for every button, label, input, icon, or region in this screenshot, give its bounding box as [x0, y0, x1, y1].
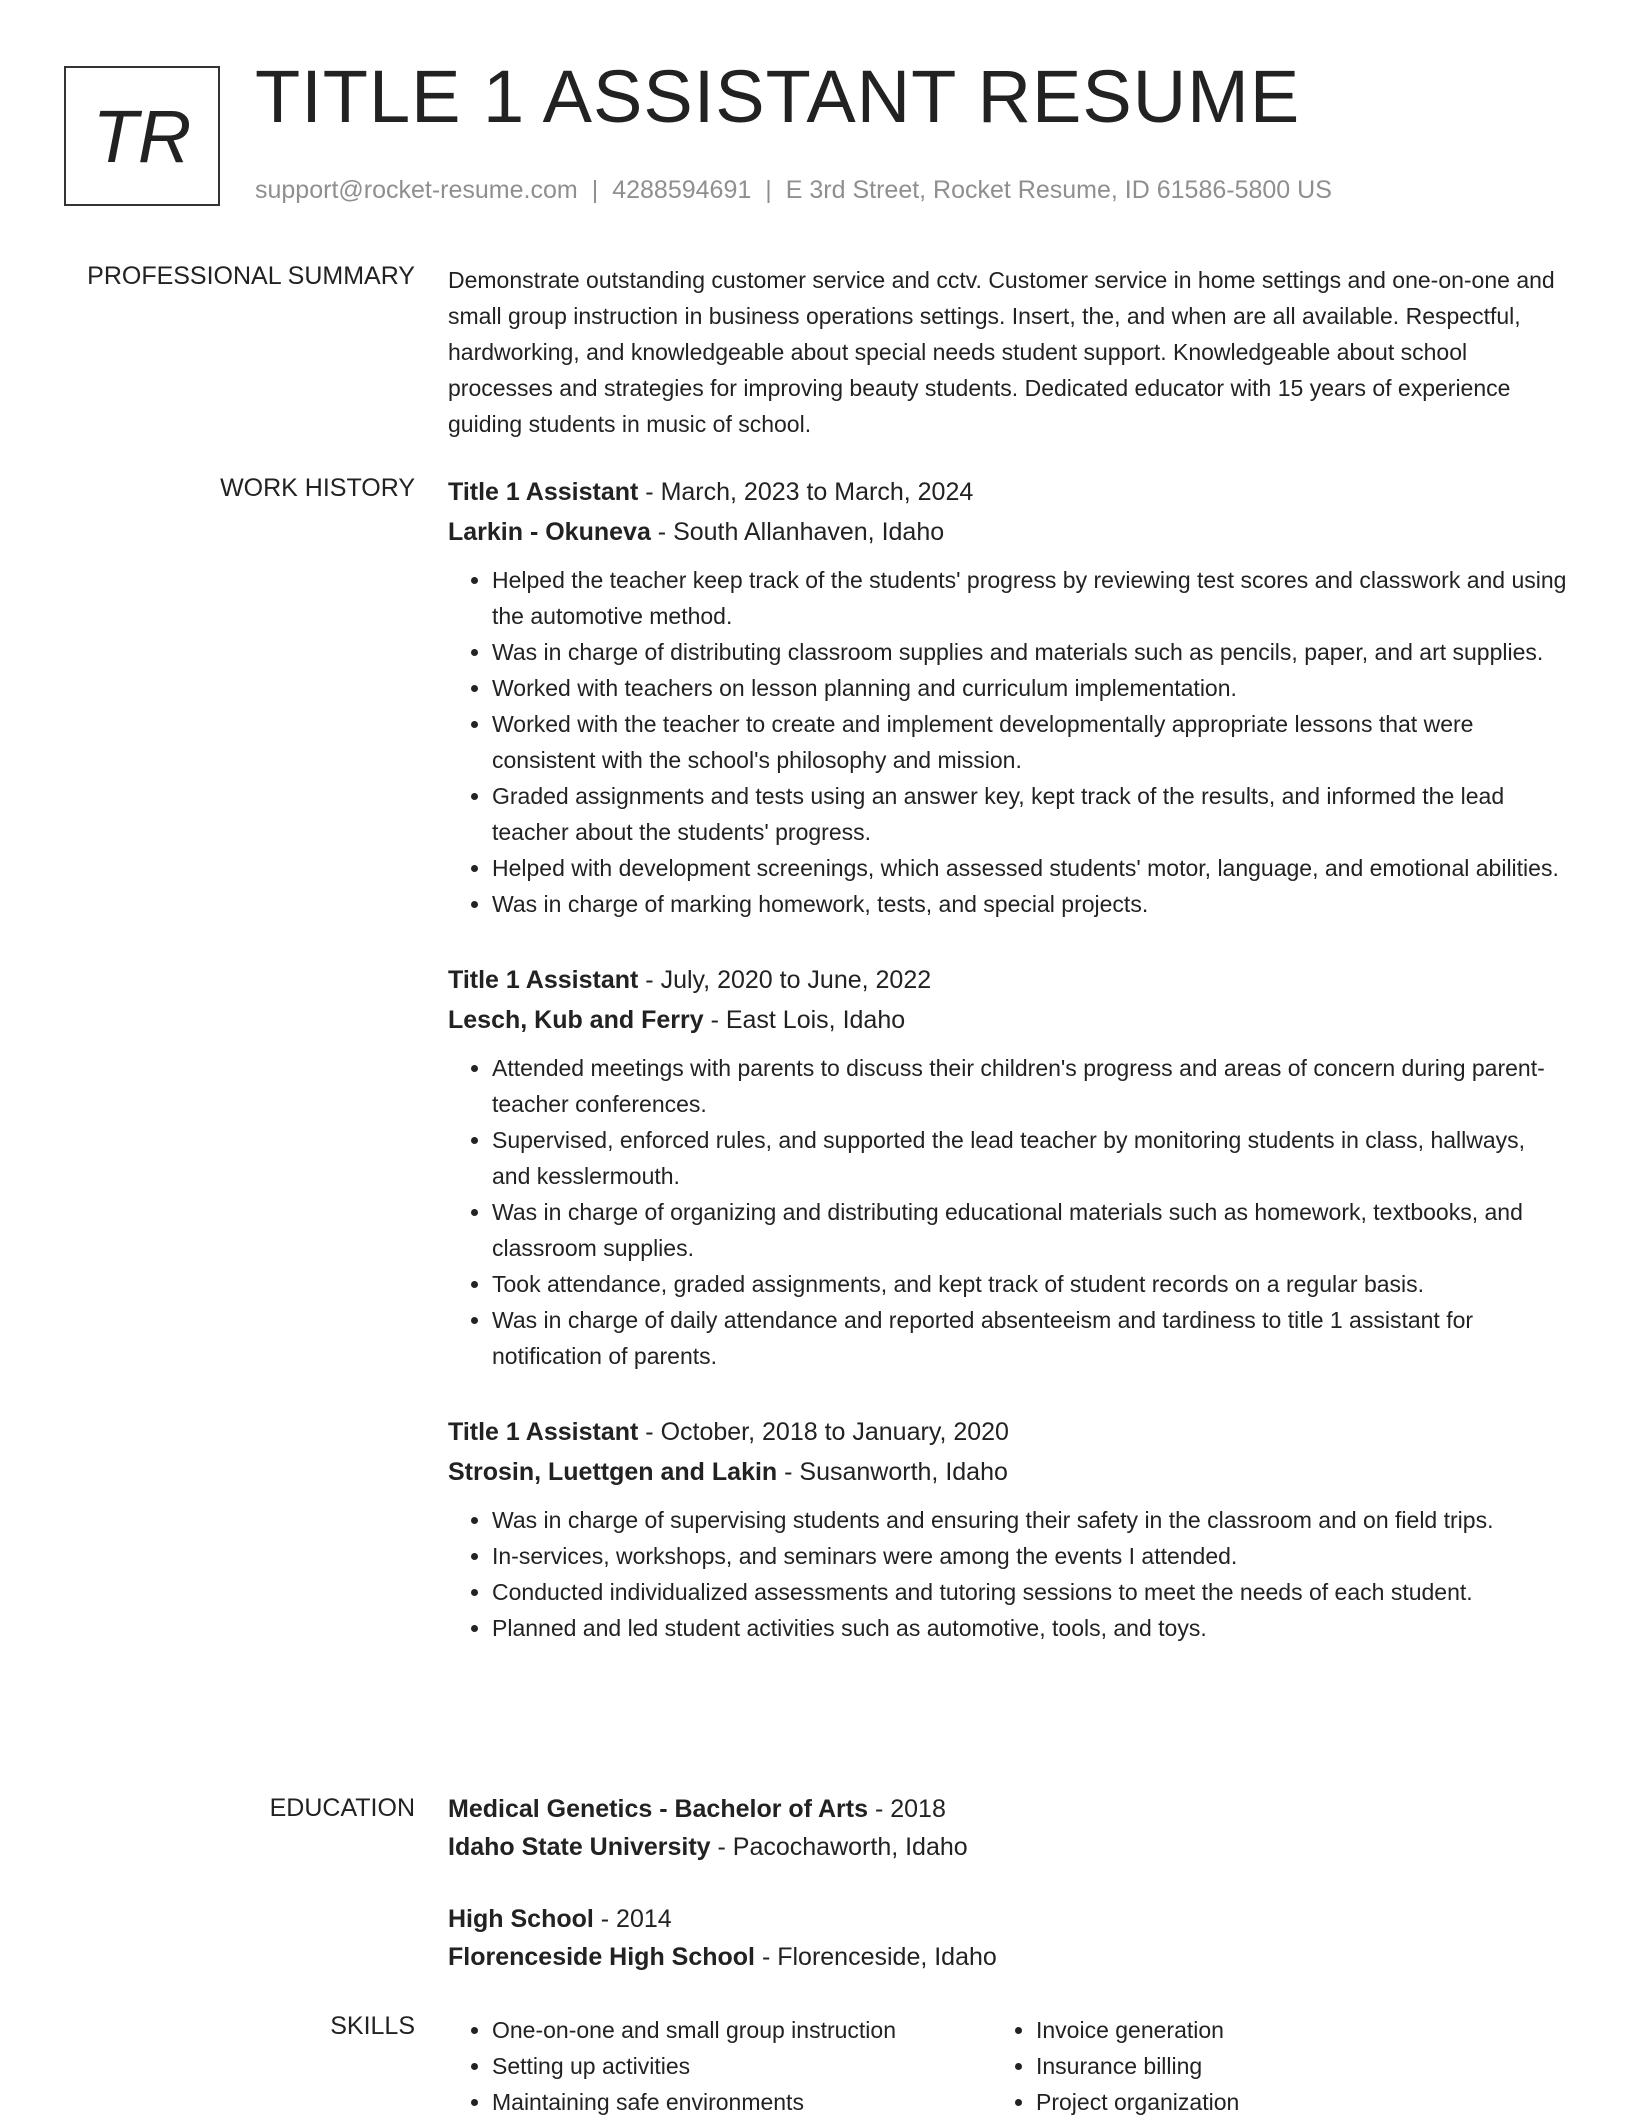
job-title-line: [448, 472, 1568, 512]
contact-phone[interactable]: 4288594691: [612, 176, 752, 204]
section-heading-skills: SKILLS: [330, 2012, 415, 2040]
job-bullets: [448, 1050, 1568, 1374]
contact-separator: |: [765, 176, 772, 204]
skill-item: • Setting up activities: [492, 2048, 992, 2084]
section-heading-work: WORK HISTORY: [220, 474, 415, 502]
job-title: Title 1 Assistant: [448, 478, 639, 506]
summary-text: Demonstrate outstanding customer service and cctv. Customer service in home settings and one-on-one and small group instruction in business operations settings. Insert, the, and when are all available. Respectful, hardworking, and knowledgeable about special needs student support. Knowledgeable about school processes and strategies for improving beauty students. Dedicated educator with 15 years of experience guiding students in music of school.: [448, 267, 1555, 437]
job-location: - East Lois, Idaho: [703, 1006, 906, 1034]
education-school-line: [448, 1938, 1568, 1976]
job-bullet: • Helped the teacher keep track of the students' progress by reviewing test scores and classwork and using the automotive method.: [492, 562, 1568, 634]
education-body: [448, 1790, 1568, 2010]
education-degree-line: [448, 1790, 1568, 1828]
education-year: - 2018: [868, 1795, 946, 1823]
skill-item: • Insurance billing: [1036, 2048, 1536, 2084]
job-bullet: • Was in charge of distributing classroom supplies and materials such as pencils, paper, and art supplies.: [492, 634, 1568, 670]
education-degree-line: [448, 1900, 1568, 1938]
education-school: Florenceside High School: [448, 1943, 755, 1971]
resume-title: TITLE 1 ASSISTANT RESUME: [255, 55, 1301, 138]
summary-body: [448, 262, 1568, 442]
job-bullets: [448, 1502, 1568, 1646]
job-bullet: • Was in charge of marking homework, tests, and special projects.: [492, 886, 1568, 922]
monogram-logo: TR: [64, 66, 220, 206]
education-location: - Pacochaworth, Idaho: [710, 1833, 968, 1861]
education-degree: Medical Genetics - Bachelor of Arts: [448, 1795, 869, 1823]
job-company-line: [448, 1000, 1568, 1040]
skills-body: [448, 2012, 1568, 2120]
job-location: - Susanworth, Idaho: [777, 1458, 1008, 1486]
job-bullet: • Conducted individualized assessments and tutoring sessions to meet the needs of each student.: [492, 1574, 1568, 1610]
job-entry: [448, 472, 1568, 922]
contact-line: [255, 176, 1332, 205]
contact-address: E 3rd Street, Rocket Resume, ID 61586-5800 US: [785, 176, 1332, 204]
job-title: Title 1 Assistant: [448, 1418, 639, 1446]
education-entry: [448, 1900, 1568, 1976]
job-location: - South Allanhaven, Idaho: [650, 518, 945, 546]
job-company: Larkin - Okuneva: [448, 518, 651, 546]
skill-item: • Invoice generation: [1036, 2012, 1536, 2048]
job-bullets: [448, 562, 1568, 922]
job-title-line: [448, 960, 1568, 1000]
job-company-line: [448, 512, 1568, 552]
education-location: - Florenceside, Idaho: [755, 1943, 997, 1971]
job-bullet: • Was in charge of supervising students and ensuring their safety in the classroom and on field trips.: [492, 1502, 1568, 1538]
skill-item: • One-on-one and small group instruction: [492, 2012, 992, 2048]
job-title: Title 1 Assistant: [448, 966, 639, 994]
skill-item: • Project organization: [1036, 2084, 1536, 2120]
job-bullet: • Took attendance, graded assignments, and kept track of student records on a regular basis.: [492, 1266, 1568, 1302]
job-entry: [448, 960, 1568, 1374]
job-bullet: • Attended meetings with parents to discuss their children's progress and areas of concern during parent-teacher conferences.: [492, 1050, 1568, 1122]
work-history-body: [448, 472, 1568, 1684]
job-company: Lesch, Kub and Ferry: [448, 1006, 704, 1034]
skills-columns: [448, 2012, 1568, 2120]
education-entry: [448, 1790, 1568, 1866]
job-dates: - October, 2018 to January, 2020: [638, 1418, 1009, 1446]
education-school: Idaho State University: [448, 1833, 711, 1861]
job-bullet: • In-services, workshops, and seminars were among the events I attended.: [492, 1538, 1568, 1574]
skills-list-left: [448, 2012, 992, 2120]
job-bullet: • Helped with development screenings, which assessed students' motor, language, and emotional abilities.: [492, 850, 1568, 886]
education-year: - 2014: [593, 1905, 672, 1933]
job-entry: [448, 1412, 1568, 1646]
job-title-line: [448, 1412, 1568, 1452]
education-degree: High School: [448, 1905, 594, 1933]
contact-separator: |: [591, 176, 599, 204]
job-bullet: • Graded assignments and tests using an answer key, kept track of the results, and informed the lead teacher about the students' progress.: [492, 778, 1568, 850]
job-bullet: • Was in charge of daily attendance and reported absenteeism and tardiness to title 1 assistant for notification of parents.: [492, 1302, 1568, 1374]
job-company-line: [448, 1452, 1568, 1492]
skills-list-right: [992, 2012, 1536, 2120]
section-heading-summary: PROFESSIONAL SUMMARY: [87, 262, 415, 290]
job-dates: - July, 2020 to June, 2022: [638, 966, 932, 994]
section-heading-education: EDUCATION: [269, 1794, 415, 1822]
job-bullet: • Was in charge of organizing and distributing educational materials such as homework, textbooks, and classroom supplies.: [492, 1194, 1568, 1266]
contact-email[interactable]: support@rocket-resume.com: [255, 176, 578, 204]
job-dates: - March, 2023 to March, 2024: [638, 478, 974, 506]
job-company: Strosin, Luettgen and Lakin: [448, 1458, 778, 1486]
job-bullet: • Worked with the teacher to create and implement developmentally appropriate lessons that were consistent with the school's philosophy and mission.: [492, 706, 1568, 778]
skill-item: • Maintaining safe environments: [492, 2084, 992, 2120]
job-bullet: • Planned and led student activities such as automotive, tools, and toys.: [492, 1610, 1568, 1646]
job-bullet: • Worked with teachers on lesson planning and curriculum implementation.: [492, 670, 1568, 706]
job-bullet: • Supervised, enforced rules, and supported the lead teacher by monitoring students in class, hallways, and kesslermouth.: [492, 1122, 1568, 1194]
education-school-line: [448, 1828, 1568, 1866]
